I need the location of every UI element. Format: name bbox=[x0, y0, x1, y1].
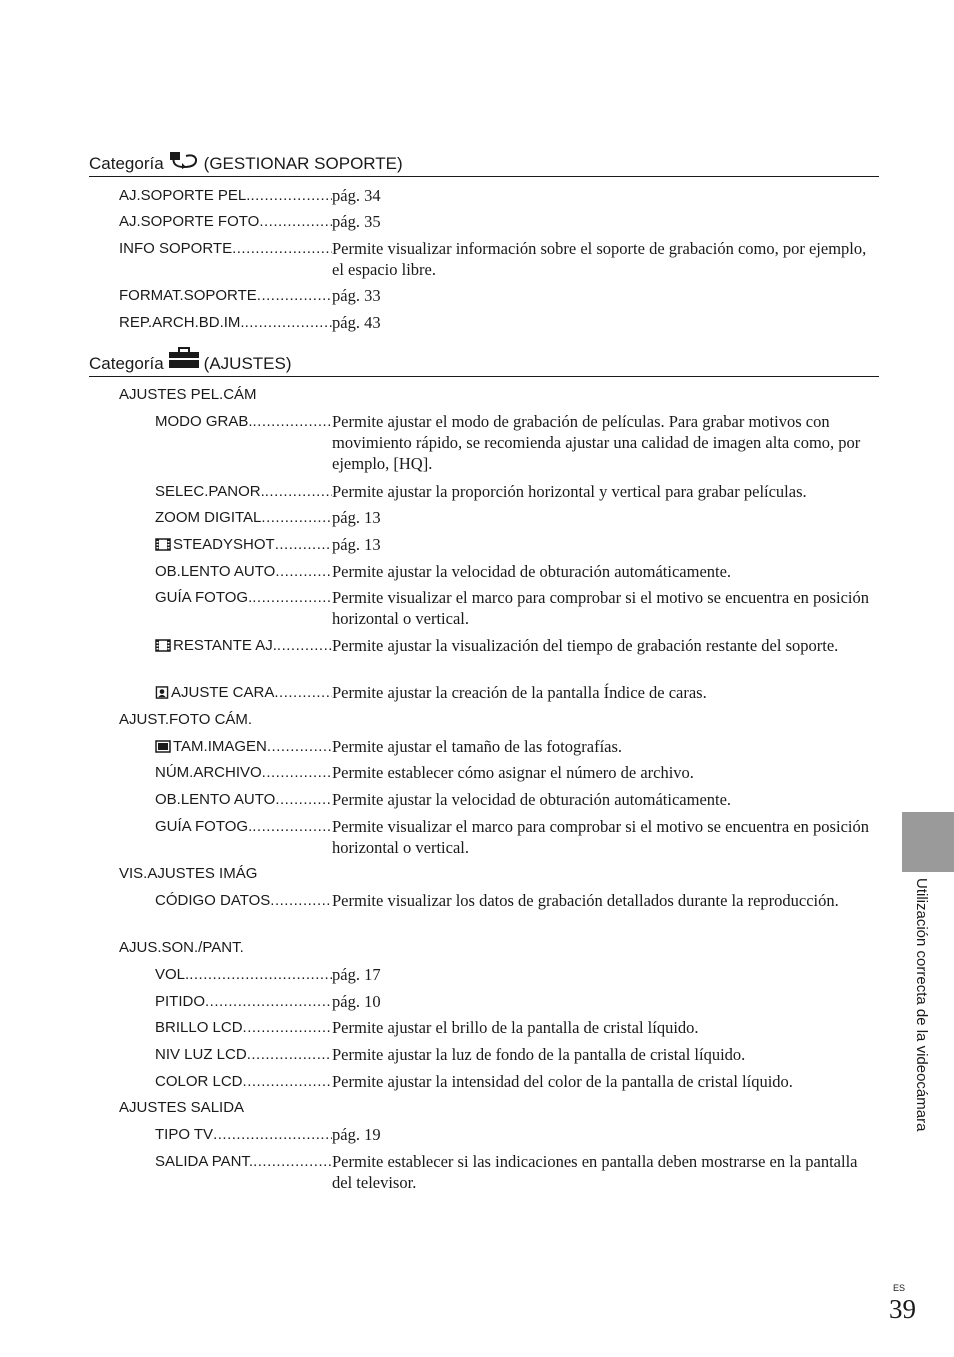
category-title: (GESTIONAR SOPORTE) bbox=[203, 154, 403, 173]
leader-dots bbox=[265, 481, 332, 502]
leader-dots bbox=[275, 789, 332, 810]
item-desc: Permite ajustar la velocidad de obturación automáticamente. bbox=[332, 562, 732, 581]
list-item bbox=[155, 1124, 332, 1145]
leader-dots bbox=[232, 238, 332, 259]
item-label: REP.ARCH.BD.IM. bbox=[119, 314, 245, 331]
item-label: CÓDIGO DATOS bbox=[155, 892, 271, 909]
leader-dots bbox=[247, 1044, 332, 1065]
item-label: ZOOM DIGITAL bbox=[155, 509, 262, 526]
list-item bbox=[155, 890, 332, 911]
item-label: AJUSTE CARA bbox=[171, 684, 275, 701]
list-item bbox=[119, 312, 332, 333]
item-desc: Permite establecer cómo asignar el número de archivo. bbox=[332, 763, 694, 782]
item-label: GUÍA FOTOG. bbox=[155, 818, 253, 835]
chapter-tab bbox=[902, 812, 954, 872]
list-item bbox=[155, 736, 332, 757]
item-label: PITIDO bbox=[155, 993, 206, 1010]
list-item bbox=[155, 411, 332, 432]
chapter-label bbox=[906, 878, 936, 1190]
item-label: SALIDA PANT. bbox=[155, 1153, 254, 1170]
list-item bbox=[155, 507, 332, 528]
item-label: TIPO TV bbox=[155, 1126, 214, 1143]
list-item bbox=[155, 534, 332, 555]
subgroup-heading: AJUSTES SALIDA bbox=[119, 1099, 245, 1116]
item-desc: Permite ajustar la velocidad de obturación automáticamente. bbox=[332, 790, 732, 809]
item-label: GUÍA FOTOG. bbox=[155, 589, 253, 606]
item-desc: Permite ajustar la visualización del tiempo de grabación restante del soporte. bbox=[332, 636, 839, 655]
item-desc: Permite visualizar los datos de grabación detallados durante la reproducción. bbox=[332, 891, 839, 910]
leader-dots bbox=[275, 534, 332, 555]
language-code: ES bbox=[893, 1283, 906, 1293]
category-heading-settings bbox=[89, 353, 879, 377]
item-label: VOL. bbox=[155, 966, 190, 983]
item-desc: pág. 19 bbox=[332, 1125, 381, 1144]
item-desc: Permite ajustar la creación de la pantalla Índice de caras. bbox=[332, 683, 707, 702]
item-label: OB.LENTO AUTO bbox=[155, 563, 276, 580]
item-desc: Permite visualizar información sobre el soporte de grabación como, por ejemplo, el espacio libre. bbox=[332, 239, 867, 279]
movie-icon bbox=[155, 538, 171, 551]
list-item bbox=[155, 964, 332, 985]
item-label: AJ.SOPORTE PEL. bbox=[119, 187, 251, 204]
item-desc: Permite visualizar el marco para comprobar si el motivo se encuentra en posición horizontal o vertical. bbox=[332, 817, 869, 857]
leader-dots bbox=[213, 1124, 332, 1145]
toolbox-icon bbox=[168, 347, 200, 374]
list-item bbox=[155, 587, 332, 608]
item-desc: pág. 13 bbox=[332, 508, 381, 527]
item-label: INFO SOPORTE bbox=[119, 240, 233, 257]
leader-dots bbox=[261, 507, 332, 528]
item-label: MODO GRAB. bbox=[155, 413, 253, 430]
leader-dots bbox=[252, 587, 332, 608]
item-desc: Permite establecer si las indicaciones en pantalla deben mostrarse en la pantalla del televisor. bbox=[332, 1152, 858, 1192]
leader-dots bbox=[270, 890, 332, 911]
item-desc: pág. 35 bbox=[332, 212, 381, 231]
subgroup-heading: AJUST.FOTO CÁM. bbox=[119, 711, 253, 728]
leader-dots bbox=[277, 635, 332, 656]
item-label: SELEC.PANOR. bbox=[155, 483, 265, 500]
item-label: TAM.IMAGEN bbox=[173, 738, 267, 755]
item-desc: Permite ajustar el modo de grabación de películas. Para grabar motivos con movimiento rápido, se recomienda ajustar una calidad de imagen alta como, por ejemplo, [HQ]. bbox=[332, 412, 861, 473]
leader-dots bbox=[245, 312, 332, 333]
leader-dots bbox=[243, 1017, 332, 1038]
chapter-label-text: Utilización correcta de la videocámara bbox=[913, 878, 930, 1132]
list-item bbox=[155, 1071, 332, 1092]
item-desc: pág. 43 bbox=[332, 313, 381, 332]
item-label: NÚM.ARCHIVO bbox=[155, 764, 262, 781]
item-desc: pág. 13 bbox=[332, 535, 381, 554]
list-item bbox=[119, 211, 332, 232]
item-desc: pág. 33 bbox=[332, 286, 381, 305]
page-number: 39 bbox=[889, 1294, 916, 1324]
item-label: NIV LUZ LCD bbox=[155, 1046, 247, 1063]
list-item bbox=[119, 285, 332, 306]
leader-dots bbox=[250, 185, 332, 206]
photo-icon bbox=[155, 740, 171, 753]
item-label: OB.LENTO AUTO bbox=[155, 791, 276, 808]
item-label: STEADYSHOT bbox=[173, 536, 275, 553]
list-item bbox=[155, 1044, 332, 1065]
list-item bbox=[155, 816, 332, 837]
leader-dots bbox=[189, 964, 332, 985]
face-icon bbox=[155, 686, 169, 699]
leader-dots bbox=[274, 682, 332, 703]
item-label: BRILLO LCD bbox=[155, 1019, 243, 1036]
list-item bbox=[155, 789, 332, 810]
leader-dots bbox=[243, 1071, 332, 1092]
leader-dots bbox=[205, 991, 332, 1012]
category-prefix: Categoría bbox=[89, 154, 164, 173]
category-prefix: Categoría bbox=[89, 354, 164, 373]
list-item bbox=[155, 561, 332, 582]
item-label: AJ.SOPORTE FOTO bbox=[119, 213, 260, 230]
list-item bbox=[155, 1151, 332, 1172]
leader-dots bbox=[259, 211, 332, 232]
item-label: COLOR LCD bbox=[155, 1073, 243, 1090]
leader-dots bbox=[262, 762, 332, 783]
item-desc: pág. 34 bbox=[332, 186, 381, 205]
item-desc: Permite ajustar el tamaño de las fotografías. bbox=[332, 737, 623, 756]
item-label: RESTANTE AJ. bbox=[173, 637, 277, 654]
leader-dots bbox=[252, 816, 332, 837]
item-desc: pág. 17 bbox=[332, 965, 381, 984]
item-desc: Permite visualizar el marco para comprobar si el motivo se encuentra en posición horizontal o vertical. bbox=[332, 588, 869, 628]
subgroup-heading: AJUS.SON./PANT. bbox=[119, 939, 244, 956]
list-item bbox=[155, 682, 332, 703]
list-item bbox=[119, 185, 332, 206]
subgroup-heading: AJUSTES PEL.CÁM bbox=[119, 386, 257, 403]
item-desc: pág. 10 bbox=[332, 992, 381, 1011]
list-item bbox=[155, 635, 332, 656]
manage-media-icon bbox=[168, 151, 200, 174]
category-title: (AJUSTES) bbox=[203, 354, 292, 373]
subgroup-heading: VIS.AJUSTES IMÁG bbox=[119, 865, 258, 882]
list-item bbox=[155, 1017, 332, 1038]
item-desc: Permite ajustar la intensidad del color de la pantalla de cristal líquido. bbox=[332, 1072, 793, 1091]
item-desc: Permite ajustar el brillo de la pantalla de cristal líquido. bbox=[332, 1018, 699, 1037]
leader-dots bbox=[253, 411, 332, 432]
item-desc: Permite ajustar la luz de fondo de la pantalla de cristal líquido. bbox=[332, 1045, 746, 1064]
list-item bbox=[119, 238, 332, 259]
movie-icon bbox=[155, 639, 171, 652]
leader-dots bbox=[275, 561, 332, 582]
list-item bbox=[155, 991, 332, 1012]
item-label: FORMAT.SOPORTE bbox=[119, 287, 257, 304]
leader-dots bbox=[267, 736, 332, 757]
list-item bbox=[155, 762, 332, 783]
item-desc: Permite ajustar la proporción horizontal y vertical para grabar películas. bbox=[332, 482, 807, 501]
leader-dots bbox=[257, 285, 332, 306]
category-heading-manage-media bbox=[89, 153, 879, 177]
list-item bbox=[155, 481, 332, 502]
leader-dots bbox=[253, 1151, 332, 1172]
